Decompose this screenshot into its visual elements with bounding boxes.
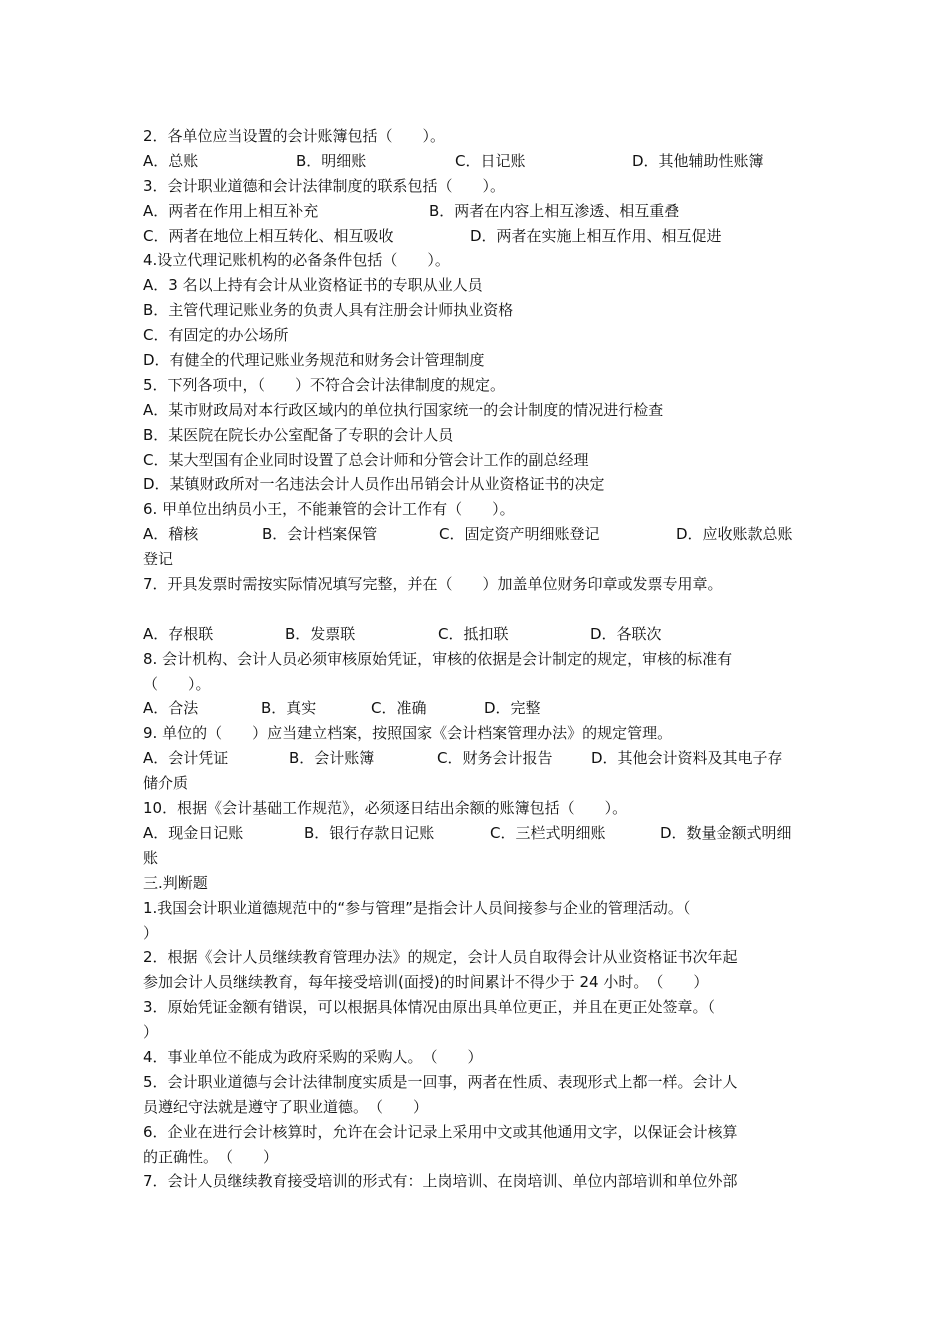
question-8-stem-line2: （ ）。	[143, 674, 211, 693]
option-c: C．日记账	[455, 151, 526, 170]
option-b: B．明细账	[296, 151, 367, 170]
question-9-option-d-wrap: 储介质	[143, 774, 189, 793]
question-6-options	[143, 522, 807, 547]
question-4-option-b: B．主管代理记账业务的负责人具有注册会计师执业资格	[143, 301, 514, 320]
judgement-5-line1: 5．会计职业道德与会计法律制度实质是一回事，两者在性质、表现形式上都一样。会计人	[143, 1072, 738, 1091]
judgement-4-line1: 4．事业单位不能成为政府采购的采购人。 （ ）	[143, 1047, 483, 1066]
question-6-option-d-wrap: 登记	[143, 550, 174, 569]
question-4-stem: 4.设立代理记账机构的必备条件包括（ ）。	[143, 251, 450, 270]
question-3-stem: 3．会计职业道德和会计法律制度的联系包括（ ）。	[143, 176, 506, 195]
question-2-options	[143, 149, 807, 174]
question-2-stem: 2．各单位应当设置的会计账簿包括（ ）。	[143, 127, 446, 145]
option-d: D．应收账款总账	[676, 525, 793, 544]
judgement-3-line1: 3．原始凭证金额有错误，可以根据具体情况由原出具单位更正，并且在更正处签章。（	[143, 998, 716, 1017]
question-8-stem-line1: 8. 会计机构、会计人员必须审核原始凭证，审核的依据是会计制定的规定，审核的标准有	[143, 649, 733, 668]
option-c: C．抵扣联	[438, 624, 509, 643]
question-4-option-d: D．有健全的代理记账业务规范和财务会计管理制度	[143, 351, 485, 370]
option-b: B．银行存款日记账	[304, 823, 435, 842]
question-8-options	[143, 696, 807, 721]
option-a: A．两者在作用上相互补充	[143, 201, 319, 220]
option-d: D．其他会计资料及其电子存	[591, 749, 783, 768]
option-d: D．各联次	[590, 624, 662, 643]
option-d: D．两者在实施上相互作用、相互促进	[470, 226, 722, 245]
judgement-2-line2: 参加会计人员继续教育，每年接受培训(面授)的时间累计不得少于 24 小时。 （ ）	[143, 973, 709, 992]
option-b: B．发票联	[285, 624, 356, 643]
option-d: D．数量金额式明细	[660, 823, 792, 842]
document-body	[143, 124, 807, 1194]
question-10-options	[143, 821, 807, 846]
option-c: C．财务会计报告	[437, 749, 553, 768]
judgement-6-line2: 的正确性。 （ ）	[143, 1147, 279, 1166]
question-9-options	[143, 746, 807, 771]
option-c: C．三栏式明细账	[490, 823, 606, 842]
option-b: B．会计档案保管	[262, 525, 378, 544]
judgement-5-line2: 员遵纪守法就是遵守了职业道德。 （ ）	[143, 1097, 429, 1116]
judgement-2-line1: 2．根据《会计人员继续教育管理办法》的规定，会计人员自取得会计从业资格证书次年起	[143, 948, 738, 967]
question-7-stem: 7．开具发票时需按实际情况填写完整，并在（ ）加盖单位财务印章或发票专用章。	[143, 575, 723, 594]
judgement-1-line1: 1.我国会计职业道德规范中的“参与管理”是指会计人员间接参与企业的管理活动。（	[143, 898, 691, 917]
option-d: D．完整	[484, 699, 541, 718]
question-9-stem: 9. 单位的（ ）应当建立档案，按照国家《会计档案管理办法》的规定管理。	[143, 724, 673, 743]
question-4-option-c: C．有固定的办公场所	[143, 326, 289, 345]
question-10-stem: 10．根据《会计基础工作规范》，必须逐日结出余额的账簿包括（ ）。	[143, 799, 628, 818]
question-5-option-c: C．某大型国有企业同时设置了总会计师和分管会计工作的副总经理	[143, 450, 589, 469]
option-b: B．会计账簿	[289, 749, 375, 768]
option-a: A．总账	[143, 151, 199, 170]
option-a: A．存根联	[143, 624, 214, 643]
question-4-option-a: A．3 名以上持有会计从业资格证书的专职从业人员	[143, 276, 483, 295]
judgement-6-line1: 6．企业在进行会计核算时，允许在会计记录上采用中文或其他通用文字，以保证会计核算	[143, 1122, 738, 1141]
section-heading: 三.判断题	[143, 873, 208, 892]
question-5-option-b: B．某医院在院长办公室配备了专职的会计人员	[143, 425, 454, 444]
judgement-1-line2: ）	[143, 923, 159, 942]
option-a: A．现金日记账	[143, 823, 244, 842]
judgement-3-line2: ）	[143, 1023, 159, 1042]
option-a: A．稽核	[143, 525, 199, 544]
option-c: C．两者在地位上相互转化、相互吸收	[143, 226, 394, 245]
option-b: B．两者在内容上相互渗透、相互重叠	[429, 201, 680, 220]
question-3-options-ab	[143, 199, 807, 224]
option-c: C．准确	[371, 699, 427, 718]
option-a: A．会计凭证	[143, 749, 229, 768]
option-a: A．合法	[143, 699, 199, 718]
blank-line	[143, 597, 807, 622]
option-b: B．真实	[261, 699, 317, 718]
question-5-option-a: A．某市财政局对本行政区域内的单位执行国家统一的会计制度的情况进行检查	[143, 400, 664, 419]
question-6-stem: 6. 甲单位出纳员小王，不能兼管的会计工作有（ ）。	[143, 500, 515, 519]
option-d: D．其他辅助性账簿	[632, 151, 764, 170]
question-3-options-cd	[143, 224, 807, 249]
judgement-7-line1: 7．会计人员继续教育接受培训的形式有：上岗培训、在岗培训、单位内部培训和单位外部	[143, 1172, 738, 1191]
question-5-stem: 5．下列各项中，（ ）不符合会计法律制度的规定。	[143, 375, 506, 394]
question-7-options	[143, 622, 807, 647]
option-c: C．固定资产明细账登记	[439, 525, 600, 544]
question-10-option-d-wrap: 账	[143, 848, 159, 867]
question-5-option-d: D．某镇财政所对一名违法会计人员作出吊销会计从业资格证书的决定	[143, 475, 605, 494]
